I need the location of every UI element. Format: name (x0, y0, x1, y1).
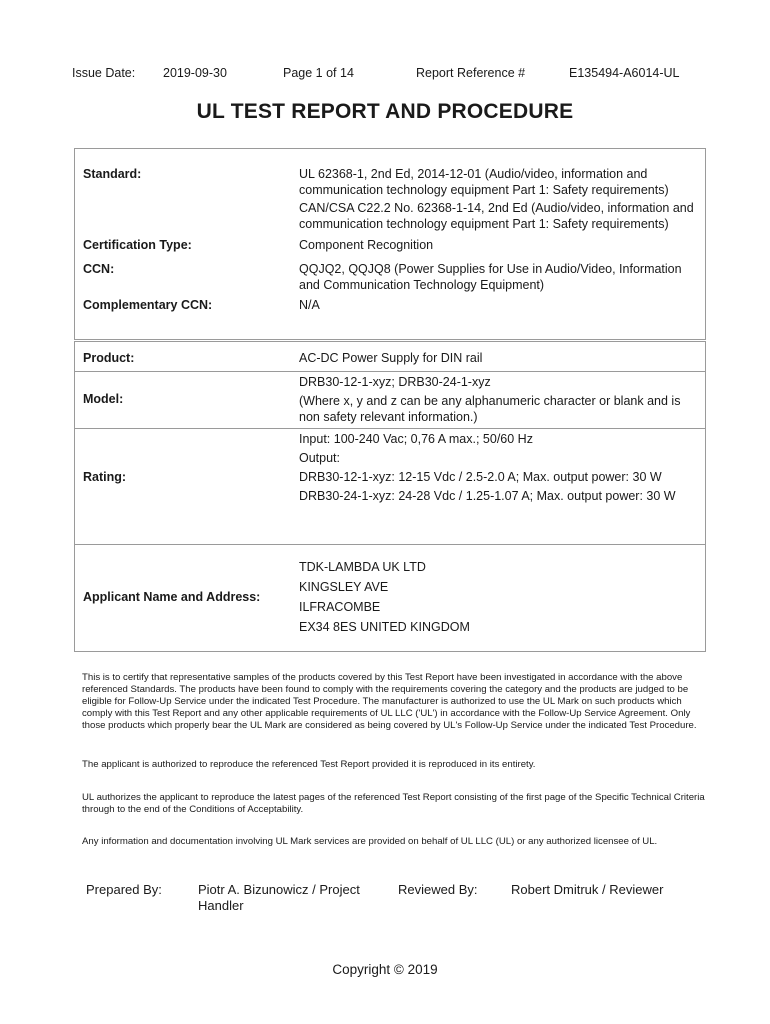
divider (75, 371, 705, 372)
certification-type-label: Certification Type: (83, 238, 192, 252)
divider (75, 428, 705, 429)
complementary-ccn-value: N/A (299, 298, 320, 312)
report-reference-label: Report Reference # (416, 66, 526, 80)
standards-box (74, 148, 706, 340)
applicant-line-3: ILFRACOMBE (299, 600, 381, 614)
issue-date: 2019-09-30 (163, 66, 227, 80)
applicant-line-1: TDK-LAMBDA UK LTD (299, 560, 426, 574)
rating-value-1: Input: 100-240 Vac; 0,76 A max.; 50/60 Hz (299, 432, 533, 446)
product-box (74, 341, 706, 652)
standard-label: Standard: (83, 167, 142, 181)
product-value: AC-DC Power Supply for DIN rail (299, 351, 483, 365)
model-label: Model: (83, 392, 124, 406)
rating-label: Rating: (83, 470, 127, 484)
complementary-ccn-label: Complementary CCN: (83, 298, 213, 312)
rating-value-2: Output: (299, 451, 340, 465)
applicant-line-4: EX34 8ES UNITED KINGDOM (299, 620, 470, 634)
reviewed-by-name: Robert Dmitruk / Reviewer (511, 882, 664, 897)
standard-value-2: CAN/CSA C22.2 No. 62368-1-14, 2nd Ed (Audio/video, information and communication technology equipment Part 1: Safety requirements) (299, 201, 694, 231)
page-number: Page 1 of 14 (283, 66, 354, 80)
page-title: UL TEST REPORT AND PROCEDURE (196, 100, 574, 123)
certification-type-value: Component Recognition (299, 238, 434, 252)
applicant-label: Applicant Name and Address: (83, 590, 261, 604)
certification-paragraph: This is to certify that representative samples of the products covered by this Test Report have been investigated in accordance with the above referenced Standards. The products have been found to comply with the requirements covering the category and the products are judged to be eligible for Follow-Up Service under the indicated Test Procedure. The manufacturer is authorized to use the UL Mark on such products which comply with this Test Report and any other applicable requirements of UL LLC ('UL') in accordance with the Follow-Up Service Agreement. Only those products which properly bear the UL Mark are considered as being covered by UL's Follow-Up Service under the indicated Test Procedure. (82, 672, 697, 731)
report-reference: E135494-A6014-UL (569, 66, 680, 80)
applicant-line-2: KINGSLEY AVE (299, 580, 389, 594)
reproduction-paragraph: The applicant is authorized to reproduce the referenced Test Report provided it is reproduced in its entirety. (82, 759, 536, 770)
ccn-value: QQJQ2, QQJQ8 (Power Supplies for Use in Audio/Video, Information and Communication Technology Equipment) (299, 262, 682, 292)
ccn-label: CCN: (83, 262, 115, 276)
prepared-by-name: Piotr A. Bizunowicz / Project Handler (198, 882, 360, 913)
ul-mark-paragraph: Any information and documentation involving UL Mark services are provided on behalf of UL LLC (UL) or any authorized licensee of UL. (82, 836, 658, 847)
rating-value-3: DRB30-12-1-xyz: 12-15 Vdc / 2.5-2.0 A; Max. output power: 30 W (299, 470, 662, 484)
rating-value-4: DRB30-24-1-xyz: 24-28 Vdc / 1.25-1.07 A; Max. output power: 30 W (299, 489, 676, 503)
model-value-2: (Where x, y and z can be any alphanumeric character or blank and is non safety relevant information.) (299, 394, 681, 424)
prepared-by-label: Prepared By: (86, 882, 162, 897)
standard-value-1: UL 62368-1, 2nd Ed, 2014-12-01 (Audio/video, information and communication technology equipment Part 1: Safety requirements) (299, 167, 669, 197)
model-value-1: DRB30-12-1-xyz; DRB30-24-1-xyz (299, 375, 491, 389)
issue-date-label: Issue Date: (72, 66, 136, 80)
authorization-paragraph: UL authorizes the applicant to reproduce the latest pages of the referenced Test Report consisting of the first page of the Specific Technical Criteria through to the end of the Conditions of Acceptability. (82, 792, 705, 815)
product-label: Product: (83, 351, 135, 365)
copyright: Copyright © 2019 (332, 962, 438, 977)
reviewed-by-label: Reviewed By: (398, 882, 478, 897)
divider (75, 544, 705, 545)
